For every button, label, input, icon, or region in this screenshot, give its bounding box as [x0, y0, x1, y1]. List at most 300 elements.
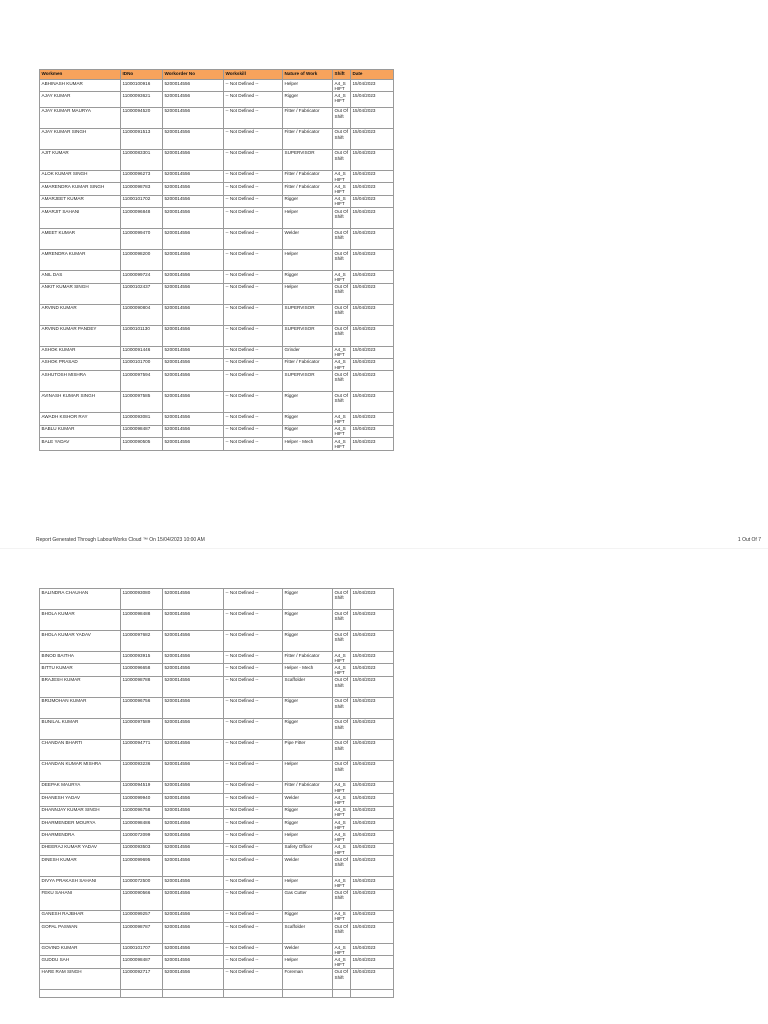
cell-date: 15/04/2023 — [351, 589, 394, 610]
cell-date: 15/04/2023 — [351, 208, 394, 229]
cell-workmen: AMRENDRA KUMAR — [40, 250, 121, 271]
cell-workorder-no: 5200014556 — [163, 610, 224, 631]
cell-date: 15/04/2023 — [351, 676, 394, 697]
cell-workskill: -- Not Defined -- — [224, 676, 283, 697]
table-row — [40, 170, 394, 182]
cell-workorder-no: 5200014556 — [163, 358, 224, 370]
cell-workmen: BHOLA KUMAR — [40, 610, 121, 631]
cell-date: 15/04/2023 — [351, 631, 394, 652]
cell-shift: Out Of Shift — [333, 968, 351, 989]
cell-workskill: -- Not Defined -- — [224, 856, 283, 877]
cell-nature-of-work: Rigger — [283, 195, 333, 207]
cell-shift: A4_SHIFT — [333, 80, 351, 92]
cell-workskill: -- Not Defined -- — [224, 831, 283, 843]
table-row — [40, 910, 394, 922]
cell-workskill: -- Not Defined -- — [224, 304, 283, 325]
table-row — [40, 956, 394, 968]
cell-idno: 11000090505 — [121, 438, 163, 450]
cell-workmen: DEEPAK MAURYA — [40, 781, 121, 793]
cell-idno: 11000101702 — [121, 195, 163, 207]
cell-workskill: -- Not Defined -- — [224, 819, 283, 831]
cell-nature-of-work: Helper — [283, 208, 333, 229]
cell-shift: Out Of Shift — [333, 250, 351, 271]
cell-idno: 11000099470 — [121, 229, 163, 250]
cell-workmen: BALINDRA CHAUHAN — [40, 589, 121, 610]
cell-workskill: -- Not Defined -- — [224, 631, 283, 652]
cell-shift: A4_SHIFT — [333, 271, 351, 283]
cell-nature-of-work: Rigger — [283, 697, 333, 718]
cell-workskill: -- Not Defined -- — [224, 664, 283, 676]
cell-date: 15/04/2023 — [351, 877, 394, 889]
cell-idno: 11000091446 — [121, 346, 163, 358]
cell-nature-of-work: Helper — [283, 80, 333, 92]
cell-workmen: DHARMENDRA — [40, 831, 121, 843]
cell-shift: Out Of Shift — [333, 208, 351, 229]
cell-shift: A4_SHIFT — [333, 170, 351, 182]
cell-date: 15/04/2023 — [351, 413, 394, 425]
cell-shift: Out Of Shift — [333, 325, 351, 346]
cell-workskill: -- Not Defined -- — [224, 697, 283, 718]
cell-workorder-no: 5200014556 — [163, 304, 224, 325]
cell-nature-of-work: Helper — [283, 831, 333, 843]
cell-workorder-no: 5200014556 — [163, 195, 224, 207]
table-row — [40, 794, 394, 806]
cell-idno: 11000098783 — [121, 183, 163, 195]
cell-workmen: BITTU KUMAR — [40, 664, 121, 676]
cell-idno: 11000098487 — [121, 956, 163, 968]
cell-nature-of-work: Helper - Mech — [283, 438, 333, 450]
cell-nature-of-work: Rigger — [283, 413, 333, 425]
cell-workmen: DHARMENDER MOURYA — [40, 819, 121, 831]
cell-workskill: -- Not Defined -- — [224, 923, 283, 944]
cell-nature-of-work: Fitter / Fabricator — [283, 128, 333, 149]
table-row — [40, 676, 394, 697]
cell-workmen: GOVIND KUMAR — [40, 944, 121, 956]
table-row — [40, 944, 394, 956]
cell-workmen: HARE RAM SINGH — [40, 968, 121, 989]
table-row — [40, 589, 394, 610]
table-row — [40, 664, 394, 676]
cell-shift: Out Of Shift — [333, 889, 351, 910]
cell-workorder-no: 5200014556 — [163, 250, 224, 271]
cell-date: 15/04/2023 — [351, 170, 394, 182]
cell-workmen: BUNILAL KUMAR — [40, 718, 121, 739]
column-header-idno: IDNo — [121, 70, 163, 80]
cell-idno: 11000102437 — [121, 283, 163, 304]
cell-date: 15/04/2023 — [351, 889, 394, 910]
cell-idno: 11000096658 — [121, 664, 163, 676]
cell-nature-of-work: Helper — [283, 956, 333, 968]
cell-shift: Out Of Shift — [333, 589, 351, 610]
cell-date: 15/04/2023 — [351, 956, 394, 968]
cell-date: 15/04/2023 — [351, 438, 394, 450]
cell-workmen: DIVYA PRAKASH SAHANI — [40, 877, 121, 889]
cell-nature-of-work: Rigger — [283, 910, 333, 922]
cell-workmen: ASHUTOSH MISHRA — [40, 371, 121, 392]
cell-date: 15/04/2023 — [351, 739, 394, 760]
cell-idno: 11000094519 — [121, 781, 163, 793]
cell-idno: 11000097682 — [121, 631, 163, 652]
cell-idno: 11000094520 — [121, 107, 163, 128]
cell-shift: A4_SHIFT — [333, 425, 351, 437]
cell-workskill: -- Not Defined -- — [224, 208, 283, 229]
cell-workskill: -- Not Defined -- — [224, 271, 283, 283]
cell-idno: 11000093503 — [121, 843, 163, 855]
table-row — [40, 195, 394, 207]
cell-workskill: -- Not Defined -- — [224, 195, 283, 207]
table-row — [40, 183, 394, 195]
cell-nature-of-work: Welder — [283, 794, 333, 806]
table-row — [40, 843, 394, 855]
cell-workmen: AMARJIT SAHANI — [40, 208, 121, 229]
cell-workmen: AJIT KUMAR — [40, 149, 121, 170]
column-header-date: Date — [351, 70, 394, 80]
cell-nature-of-work: SUPERVISOR — [283, 325, 333, 346]
cell-workorder-no: 5200014556 — [163, 923, 224, 944]
cell-nature-of-work: Rigger — [283, 806, 333, 818]
cell-workorder-no: 5200014556 — [163, 170, 224, 182]
cell-workmen: BRIJMOHAN KUMAR — [40, 697, 121, 718]
table-header-row — [40, 70, 394, 80]
cell-date: 15/04/2023 — [351, 346, 394, 358]
cell-nature-of-work: Rigger — [283, 631, 333, 652]
cell-workmen: AMEET KUMAR — [40, 229, 121, 250]
cell-shift: A4_SHIFT — [333, 438, 351, 450]
workmen-table-page-2 — [39, 588, 394, 998]
cell-nature-of-work: Rigger — [283, 819, 333, 831]
table-row — [40, 358, 394, 370]
cell-shift: A4_SHIFT — [333, 877, 351, 889]
table-row — [40, 781, 394, 793]
cell-workorder-no: 5200014556 — [163, 371, 224, 392]
cell-idno: 11000072500 — [121, 877, 163, 889]
cell-workskill: -- Not Defined -- — [224, 325, 283, 346]
cell-idno: 11000096758 — [121, 806, 163, 818]
cell-workorder-no: 5200014556 — [163, 208, 224, 229]
cell-shift: A4_SHIFT — [333, 346, 351, 358]
table-row — [40, 831, 394, 843]
cell-date: 15/04/2023 — [351, 806, 394, 818]
column-header-nature-of-work: Nature of Work — [283, 70, 333, 80]
cell-shift: Out Of Shift — [333, 371, 351, 392]
cell-workmen: AVINASH KUMAR SINGH — [40, 392, 121, 413]
cell-workmen: DINESH KUMAR — [40, 856, 121, 877]
cell-nature-of-work: SUPERVISOR — [283, 371, 333, 392]
cell-nature-of-work: Fitter / Fabricator — [283, 358, 333, 370]
cell-idno — [121, 989, 163, 997]
cell-idno: 11000090566 — [121, 889, 163, 910]
cell-nature-of-work: Helper - Mech — [283, 664, 333, 676]
cell-nature-of-work: SUPERVISOR — [283, 304, 333, 325]
cell-date: 15/04/2023 — [351, 923, 394, 944]
cell-workskill: -- Not Defined -- — [224, 739, 283, 760]
cell-workskill: -- Not Defined -- — [224, 968, 283, 989]
cell-idno: 11000098488 — [121, 610, 163, 631]
cell-shift: Out Of Shift — [333, 923, 351, 944]
table-row — [40, 413, 394, 425]
cell-workmen: DHEERAJ KUMAR YADAV — [40, 843, 121, 855]
cell-idno: 11000098788 — [121, 676, 163, 697]
cell-workmen: AMARJEET KUMAR — [40, 195, 121, 207]
cell-idno: 11000101700 — [121, 358, 163, 370]
cell-date: 15/04/2023 — [351, 697, 394, 718]
cell-idno: 11000099724 — [121, 271, 163, 283]
cell-shift: A4_SHIFT — [333, 843, 351, 855]
cell-idno: 11000090804 — [121, 304, 163, 325]
cell-workmen: ASHOK KUMAR — [40, 346, 121, 358]
table-row — [40, 425, 394, 437]
column-header-workskill: Workskill — [224, 70, 283, 80]
cell-date: 15/04/2023 — [351, 149, 394, 170]
cell-workorder-no: 5200014556 — [163, 92, 224, 108]
cell-idno: 11000101130 — [121, 325, 163, 346]
cell-workorder-no: 5200014556 — [163, 149, 224, 170]
cell-date: 15/04/2023 — [351, 80, 394, 92]
cell-workorder-no: 5200014556 — [163, 346, 224, 358]
cell-workorder-no: 5200014556 — [163, 183, 224, 195]
cell-nature-of-work: Safety Officer — [283, 843, 333, 855]
cell-date: 15/04/2023 — [351, 831, 394, 843]
cell-shift: Out Of Shift — [333, 304, 351, 325]
table-row — [40, 392, 394, 413]
cell-nature-of-work: Rigger — [283, 589, 333, 610]
cell-shift: Out Of Shift — [333, 149, 351, 170]
cell-nature-of-work: Rigger — [283, 92, 333, 108]
cell-workorder-no: 5200014556 — [163, 944, 224, 956]
cell-idno: 11000093080 — [121, 589, 163, 610]
cell-workskill: -- Not Defined -- — [224, 889, 283, 910]
table-row — [40, 760, 394, 781]
cell-workorder-no: 5200014556 — [163, 229, 224, 250]
table-row — [40, 631, 394, 652]
cell-workorder-no: 5200014556 — [163, 889, 224, 910]
cell-shift: Out Of Shift — [333, 128, 351, 149]
cell-workskill: -- Not Defined -- — [224, 610, 283, 631]
cell-date: 15/04/2023 — [351, 944, 394, 956]
cell-idno: 11000072099 — [121, 831, 163, 843]
table-row — [40, 283, 394, 304]
cell-workskill: -- Not Defined -- — [224, 425, 283, 437]
cell-workskill: -- Not Defined -- — [224, 170, 283, 182]
cell-idno: 11000099695 — [121, 856, 163, 877]
cell-shift: Out Of Shift — [333, 697, 351, 718]
cell-workskill: -- Not Defined -- — [224, 358, 283, 370]
cell-workorder-no: 5200014556 — [163, 271, 224, 283]
cell-date: 15/04/2023 — [351, 910, 394, 922]
table-row — [40, 208, 394, 229]
cell-date: 15/04/2023 — [351, 718, 394, 739]
cell-shift: A4_SHIFT — [333, 183, 351, 195]
cell-nature-of-work: Rigger — [283, 425, 333, 437]
cell-date: 15/04/2023 — [351, 229, 394, 250]
cell-workskill: -- Not Defined -- — [224, 781, 283, 793]
cell-workorder-no: 5200014556 — [163, 589, 224, 610]
cell-workskill: -- Not Defined -- — [224, 910, 283, 922]
cell-workskill: -- Not Defined -- — [224, 283, 283, 304]
cell-idno: 11000091513 — [121, 128, 163, 149]
cell-shift: A4_SHIFT — [333, 794, 351, 806]
table-row — [40, 697, 394, 718]
cell-shift: A4_SHIFT — [333, 944, 351, 956]
cell-date: 15/04/2023 — [351, 271, 394, 283]
cell-date: 15/04/2023 — [351, 325, 394, 346]
cell-shift: A4_SHIFT — [333, 956, 351, 968]
cell-workorder-no: 5200014556 — [163, 781, 224, 793]
cell-date: 15/04/2023 — [351, 392, 394, 413]
table-row — [40, 989, 394, 997]
cell-date: 15/04/2023 — [351, 968, 394, 989]
cell-date: 15/04/2023 — [351, 610, 394, 631]
table-row — [40, 80, 394, 92]
cell-idno: 11000093236 — [121, 760, 163, 781]
cell-date: 15/04/2023 — [351, 250, 394, 271]
cell-date: 15/04/2023 — [351, 652, 394, 664]
cell-shift: A4_SHIFT — [333, 664, 351, 676]
cell-workmen: DHANNJAY KUMAR SINGH — [40, 806, 121, 818]
cell-shift: A4_SHIFT — [333, 831, 351, 843]
cell-idno: 11000097594 — [121, 371, 163, 392]
table-row — [40, 271, 394, 283]
cell-nature-of-work: Pipe Fitter — [283, 739, 333, 760]
cell-nature-of-work: Helper — [283, 283, 333, 304]
cell-date: 15/04/2023 — [351, 819, 394, 831]
cell-shift: Out Of Shift — [333, 283, 351, 304]
cell-idno: 11000096848 — [121, 208, 163, 229]
cell-workmen: BINOD BAITHA — [40, 652, 121, 664]
cell-shift: Out Of Shift — [333, 392, 351, 413]
cell-workskill: -- Not Defined -- — [224, 128, 283, 149]
cell-nature-of-work: Gas Cutter — [283, 889, 333, 910]
cell-workorder-no: 5200014556 — [163, 676, 224, 697]
table-row — [40, 877, 394, 889]
cell-date: 15/04/2023 — [351, 760, 394, 781]
cell-shift: A4_SHIFT — [333, 413, 351, 425]
cell-workskill: -- Not Defined -- — [224, 877, 283, 889]
cell-workskill: -- Not Defined -- — [224, 806, 283, 818]
cell-workorder-no: 5200014556 — [163, 968, 224, 989]
cell-idno: 11000101707 — [121, 944, 163, 956]
cell-date: 15/04/2023 — [351, 107, 394, 128]
cell-nature-of-work: Welder — [283, 229, 333, 250]
cell-workmen: AJAY KUMAR SINGH — [40, 128, 121, 149]
cell-date: 15/04/2023 — [351, 781, 394, 793]
cell-date: 15/04/2023 — [351, 92, 394, 108]
column-header-shift: Shift — [333, 70, 351, 80]
cell-workmen: CHANDAN KUMAR MISHRA — [40, 760, 121, 781]
cell-nature-of-work: Rigger — [283, 610, 333, 631]
cell-workskill: -- Not Defined -- — [224, 183, 283, 195]
cell-workskill: -- Not Defined -- — [224, 80, 283, 92]
cell-shift: Out Of Shift — [333, 676, 351, 697]
cell-workskill: -- Not Defined -- — [224, 392, 283, 413]
cell-workmen: ALOK KUMAR SINGH — [40, 170, 121, 182]
cell-idno: 11000097585 — [121, 392, 163, 413]
cell-workorder-no: 5200014556 — [163, 438, 224, 450]
cell-date: 15/04/2023 — [351, 358, 394, 370]
cell-workmen: AJAY KUMAR — [40, 92, 121, 108]
table-row — [40, 325, 394, 346]
cell-workmen — [40, 989, 121, 997]
cell-workmen: GANESH RAJBHAR — [40, 910, 121, 922]
table-row — [40, 739, 394, 760]
cell-workmen: BHOLA KUMAR YADAV — [40, 631, 121, 652]
cell-workmen: AMARENDRA KUMAR SINGH — [40, 183, 121, 195]
cell-idno: 11000099257 — [121, 910, 163, 922]
cell-date: 15/04/2023 — [351, 843, 394, 855]
cell-date: 15/04/2023 — [351, 425, 394, 437]
cell-date: 15/04/2023 — [351, 183, 394, 195]
cell-workorder-no: 5200014556 — [163, 856, 224, 877]
table-row — [40, 304, 394, 325]
table-row — [40, 250, 394, 271]
table-row — [40, 346, 394, 358]
cell-date: 15/04/2023 — [351, 856, 394, 877]
cell-workorder-no: 5200014556 — [163, 652, 224, 664]
table-row — [40, 718, 394, 739]
cell-date: 15/04/2023 — [351, 304, 394, 325]
cell-idno: 11000100916 — [121, 80, 163, 92]
table-row — [40, 229, 394, 250]
cell-idno: 11000093915 — [121, 652, 163, 664]
table-row — [40, 889, 394, 910]
cell-workskill: -- Not Defined -- — [224, 413, 283, 425]
cell-workorder-no: 5200014556 — [163, 128, 224, 149]
cell-date: 15/04/2023 — [351, 128, 394, 149]
cell-workmen: DHANESH YADAV — [40, 794, 121, 806]
table-row — [40, 819, 394, 831]
cell-workmen: BALE YADAV — [40, 438, 121, 450]
cell-workorder-no: 5200014556 — [163, 664, 224, 676]
cell-nature-of-work: Rigger — [283, 271, 333, 283]
cell-nature-of-work: SUPERVISOR — [283, 149, 333, 170]
cell-workorder-no: 5200014556 — [163, 956, 224, 968]
cell-workorder-no: 5200014556 — [163, 794, 224, 806]
cell-shift: Out Of Shift — [333, 610, 351, 631]
cell-idno: 11000098200 — [121, 250, 163, 271]
cell-workskill: -- Not Defined -- — [224, 107, 283, 128]
cell-workmen: BABLU KUMAR — [40, 425, 121, 437]
cell-shift: Out Of Shift — [333, 718, 351, 739]
cell-workmen: ANIL DAS — [40, 271, 121, 283]
table-row — [40, 968, 394, 989]
table-row — [40, 92, 394, 108]
cell-workskill — [224, 989, 283, 997]
cell-workskill: -- Not Defined -- — [224, 794, 283, 806]
cell-idno: 11000097589 — [121, 718, 163, 739]
cell-shift: A4_SHIFT — [333, 195, 351, 207]
cell-nature-of-work: Foreman — [283, 968, 333, 989]
cell-workmen: GOPAL PASWAN — [40, 923, 121, 944]
table-row — [40, 438, 394, 450]
cell-workmen: ARVIND KUMAR PANDEY — [40, 325, 121, 346]
cell-workmen: ANKIT KUMAR SINGH — [40, 283, 121, 304]
table-row — [40, 652, 394, 664]
cell-workmen: GUDDU SAH — [40, 956, 121, 968]
column-header-workmen: Workmen — [40, 70, 121, 80]
cell-nature-of-work: Helper — [283, 877, 333, 889]
cell-workorder-no: 5200014556 — [163, 739, 224, 760]
cell-workorder-no: 5200014556 — [163, 806, 224, 818]
cell-workskill: -- Not Defined -- — [224, 956, 283, 968]
cell-idno: 11000096756 — [121, 697, 163, 718]
cell-shift: Out Of Shift — [333, 229, 351, 250]
cell-shift: A4_SHIFT — [333, 806, 351, 818]
cell-workmen: AWADH KISHOR RAY — [40, 413, 121, 425]
cell-workorder-no: 5200014556 — [163, 718, 224, 739]
cell-workskill: -- Not Defined -- — [224, 250, 283, 271]
cell-nature-of-work: Fitter / Fabricator — [283, 652, 333, 664]
cell-workorder-no: 5200014556 — [163, 843, 224, 855]
